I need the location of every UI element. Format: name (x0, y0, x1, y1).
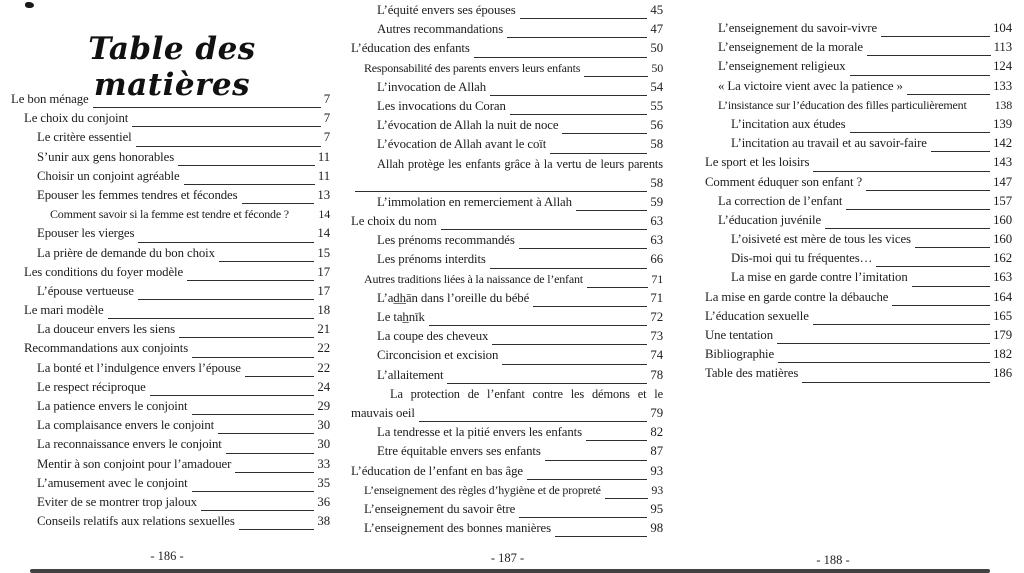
toc-entry (351, 425, 663, 444)
leader-line (778, 361, 990, 363)
toc-entry (351, 41, 663, 60)
leader-line (876, 265, 990, 267)
leader-line (907, 93, 990, 95)
toc-entry-pagenum: 93 (650, 463, 663, 478)
toc-entry (11, 380, 330, 399)
leader-line (850, 131, 991, 133)
toc-entry (11, 188, 330, 207)
toc-entry-pagenum: 186 (993, 366, 1012, 381)
toc-entry-text: La correction de l’enfant (718, 193, 843, 208)
toc-entry-pagenum: 47 (650, 22, 663, 37)
toc-entry-pagenum: 98 (650, 521, 663, 536)
leader-line (866, 189, 990, 191)
toc-entry (11, 92, 330, 111)
toc-entry-pagenum: 165 (993, 308, 1012, 323)
leader-line (931, 150, 990, 152)
toc-entry (11, 246, 330, 265)
toc-entry-text: L’épouse vertueuse (37, 283, 134, 298)
toc-entry-text: L’invocation de Allah (377, 79, 487, 94)
toc-entry-pagenum: 157 (993, 193, 1012, 208)
toc-entry-pagenum: 29 (317, 399, 330, 413)
toc-entry-text: L’enseignement du savoir être (364, 501, 516, 516)
toc-entry (705, 290, 1012, 309)
toc-entry-text: La mise en garde contre la débauche (705, 289, 889, 304)
leader-line (293, 222, 315, 223)
leader-line (108, 317, 315, 319)
toc-entry-pagenum: 63 (650, 233, 663, 248)
toc-entry (11, 514, 330, 533)
toc-entry-pagenum: 17 (317, 283, 330, 298)
toc-entry-text: Une tentation (705, 328, 773, 342)
leader-line (447, 382, 647, 384)
toc-entry-text: La bonté et l’indulgence envers l’épouse (37, 360, 241, 375)
leader-line (132, 125, 320, 127)
leader-line (226, 452, 315, 454)
toc-entry-pagenum: 93 (651, 482, 663, 497)
toc-entry (705, 270, 1012, 289)
toc-entry-pagenum: 143 (993, 155, 1012, 170)
toc-entry-text: L’enseignement du savoir-vivre (718, 21, 878, 35)
toc-entry-pagenum: 17 (317, 264, 330, 279)
toc-entry-pagenum: 78 (650, 367, 663, 382)
toc-entry (351, 310, 663, 329)
toc-entry-text: Comment éduquer son enfant ? (705, 174, 863, 189)
toc-entry-pagenum: 14 (317, 226, 330, 241)
toc-entry-pagenum: 55 (650, 98, 663, 113)
toc-entry (11, 226, 330, 245)
toc-entry (351, 118, 663, 137)
leader-line (892, 304, 990, 306)
leader-line (239, 528, 315, 530)
toc-entry (351, 176, 663, 195)
folio-page-188: - 188 - (816, 553, 850, 567)
scan-artifact-speck (25, 2, 34, 8)
leader-line (519, 516, 647, 518)
leader-line (586, 439, 647, 441)
toc-entry (351, 195, 663, 214)
toc-entry-pagenum: 66 (650, 252, 663, 267)
toc-entry (11, 207, 330, 226)
toc-entry-text: Les prénoms recommandés (377, 233, 515, 248)
toc-entry-text: Le sport et les loisirs (705, 155, 810, 170)
toc-entry-pagenum: 82 (650, 425, 663, 440)
toc-entry-pagenum: 38 (317, 514, 330, 529)
toc-entry (11, 437, 330, 456)
toc-entry-text: L’équité envers ses épouses (377, 3, 516, 17)
toc-entry (705, 59, 1012, 78)
toc-entry-pagenum: 7 (323, 92, 330, 106)
leader-line (178, 164, 315, 166)
toc-entry-pagenum: 7 (323, 130, 330, 145)
leader-line (605, 497, 649, 499)
toc-entry-pagenum: 163 (993, 270, 1012, 285)
leader-line (915, 246, 990, 248)
leader-line (813, 170, 990, 172)
leader-line (519, 247, 648, 249)
toc-entry-text: Bibliographie (705, 347, 775, 362)
toc-entry-text: La patience envers le conjoint (37, 399, 188, 413)
toc-entry-text: La coupe des cheveux (377, 329, 489, 344)
leader-line (545, 459, 648, 461)
toc-entry (705, 328, 1012, 347)
toc-entry-pagenum: 139 (993, 116, 1012, 131)
toc-entry-text: L’incitation aux études (731, 116, 846, 131)
toc-entry-pagenum: 160 (993, 212, 1012, 227)
toc-entry (11, 284, 330, 303)
toc-entry-pagenum: 147 (993, 174, 1012, 189)
toc-entry (351, 157, 663, 176)
toc-entry-pagenum: 162 (993, 251, 1012, 266)
toc-entry (705, 136, 1012, 155)
toc-entry-text: La tendresse et la pitié envers les enfants (377, 425, 582, 440)
toc-entry (351, 61, 663, 80)
toc-entry-text: « La victoire vient avec la patience » (718, 78, 903, 93)
leader-line (201, 509, 314, 511)
toc-entry-pagenum: 22 (317, 360, 330, 375)
toc-entry (11, 457, 330, 476)
leader-line (492, 343, 647, 345)
toc-entry (705, 213, 1012, 232)
leader-line (520, 17, 648, 19)
toc-entry-text: La douceur envers les siens (37, 322, 176, 337)
toc-entry (11, 111, 330, 130)
toc-entry-text: L’enseignement des règles d’hygiène et de propreté (364, 482, 601, 497)
toc-entry-text: mauvais oeil (351, 405, 415, 420)
leader-line (507, 36, 647, 38)
toc-entry-pagenum: 138 (994, 97, 1012, 112)
toc-entry-pagenum: 58 (650, 137, 663, 152)
toc-entry-pagenum: 50 (650, 41, 663, 56)
leader-line (502, 363, 647, 365)
leader-line (138, 241, 314, 243)
toc-entry (351, 137, 663, 156)
toc-entry-pagenum: 133 (993, 78, 1012, 93)
toc-entry-text: S’unir aux gens honorables (37, 149, 175, 164)
leader-line (912, 285, 990, 287)
toc-entry (705, 175, 1012, 194)
toc-entry-pagenum: 73 (650, 329, 663, 344)
leader-line (490, 94, 647, 96)
toc-entry (705, 79, 1012, 98)
toc-entry-pagenum: 30 (317, 437, 330, 452)
toc-entry-pagenum: 58 (650, 175, 663, 190)
toc-entry-text: Autres traditions liées à la naissance de l’enfant (364, 271, 583, 286)
toc-entry-text: Conseils relatifs aux relations sexuelles (37, 514, 235, 529)
leader-line (510, 113, 648, 115)
toc-entry-pagenum: 11 (317, 149, 330, 164)
toc-entry-text: L’enseignement religieux (718, 59, 846, 74)
leader-line (93, 106, 321, 108)
toc-entry-text: Etre équitable envers ses enfants (377, 444, 541, 459)
toc-entry (705, 232, 1012, 251)
leader-line (584, 75, 648, 77)
toc-entry-pagenum: 45 (650, 3, 663, 17)
toc-entry-text: La mise en garde contre l’imitation (731, 270, 908, 285)
scan-edge-bar (30, 569, 990, 573)
toc-entry-pagenum: 124 (993, 59, 1012, 74)
toc-entry (705, 40, 1012, 59)
folio-page-187: - 187 - (490, 551, 525, 565)
leader-line (192, 356, 314, 358)
toc-entry-text: La complaisance envers le conjoint (37, 418, 215, 433)
toc-entry-text: L’éducation de l’enfant en bas âge (351, 463, 524, 478)
leader-line (587, 286, 648, 288)
toc-entry-text: Le tah̲nīk (377, 310, 425, 324)
toc-entry-text: L’incitation au travail et au savoir-faire (731, 136, 927, 151)
toc-entry (351, 291, 663, 310)
toc-entry (351, 3, 663, 22)
leader-line (490, 267, 648, 269)
leader-line (429, 324, 648, 326)
toc-entry-pagenum: 182 (993, 347, 1012, 362)
leader-line (419, 420, 648, 422)
leader-line (850, 74, 991, 76)
toc-entry-pagenum: 30 (317, 418, 330, 433)
toc-entry-text: Allah protège les enfants grâce à la vertu de leurs parents (377, 156, 663, 171)
toc-entry-text: L’ad̲h̲ān dans l’oreille du bébé (377, 290, 530, 305)
toc-entry (11, 361, 330, 380)
toc-entry-pagenum: 56 (650, 118, 663, 133)
toc-entry-pagenum: 18 (317, 303, 330, 318)
leader-line (245, 375, 315, 377)
toc-entry (11, 399, 330, 418)
toc-entry-pagenum: 160 (993, 232, 1012, 247)
toc-entry (351, 329, 663, 348)
leader-line (867, 54, 991, 56)
toc-entry-pagenum: 71 (651, 271, 663, 286)
toc-entry (351, 406, 663, 425)
toc-entry-text: Dis-moi qui tu fréquentes… (731, 251, 873, 266)
toc-column-page-188 (705, 21, 1012, 386)
toc-entry-text: Table des matières (705, 366, 799, 381)
toc-entry (705, 347, 1012, 366)
toc-entry (351, 22, 663, 41)
toc-entry-pagenum: 79 (650, 405, 663, 420)
toc-entry-text: L’enseignement des bonnes manières (364, 521, 551, 536)
leader-line (562, 132, 647, 134)
toc-entry-text: Le critère essentiel (37, 130, 132, 145)
toc-entry-pagenum: 179 (993, 328, 1012, 342)
toc-entry-text: Circoncision et excision (377, 348, 499, 363)
toc-entry-pagenum: 54 (650, 79, 663, 94)
toc-entry-pagenum: 13 (317, 187, 330, 202)
toc-entry (705, 251, 1012, 270)
toc-entry (11, 418, 330, 437)
toc-entry-pagenum: 74 (650, 348, 663, 363)
toc-entry-text: L’évocation de Allah avant le coït (377, 137, 547, 152)
leader-line (441, 228, 648, 230)
toc-entry (705, 366, 1012, 385)
toc-entry-pagenum: 87 (650, 444, 663, 459)
toc-entry-text: L’éducation sexuelle (705, 308, 809, 323)
toc-entry-pagenum: 33 (317, 456, 330, 471)
toc-entry-pagenum: 15 (317, 245, 330, 260)
toc-entry-text: Les prénoms interdits (377, 252, 486, 267)
leader-line (474, 56, 648, 58)
toc-entry-text: Epouser les femmes tendres et fécondes (37, 187, 238, 202)
toc-entry (351, 99, 663, 118)
toc-entry-pagenum: 59 (650, 194, 663, 209)
leader-line (533, 305, 647, 307)
leader-line (576, 209, 647, 211)
toc-entry (11, 130, 330, 149)
toc-entry-pagenum: 24 (317, 379, 330, 394)
toc-entry (11, 495, 330, 514)
toc-entry (705, 117, 1012, 136)
toc-entry-pagenum: 35 (317, 475, 330, 490)
leader-line (136, 145, 321, 147)
toc-column-page-186 (11, 92, 330, 533)
toc-entry (11, 341, 330, 360)
leader-line (235, 471, 314, 473)
toc-entry-pagenum: 50 (651, 60, 663, 75)
toc-entry (351, 252, 663, 271)
toc-entry-pagenum: 36 (317, 494, 330, 509)
toc-entry-text: Recommandations aux conjoints (24, 341, 189, 356)
leader-line (138, 298, 315, 300)
toc-entry-text: Comment savoir si la femme est tendre et féconde ? (50, 207, 289, 222)
toc-entry (705, 21, 1012, 40)
toc-entry-text: L’éducation juvénile (718, 212, 822, 227)
leader-line (802, 381, 990, 383)
toc-entry (351, 233, 663, 252)
leader-line (218, 432, 314, 434)
toc-entry (705, 155, 1012, 174)
toc-entry (351, 464, 663, 483)
toc-entry-text: Responsabilité des parents envers leurs enfants (364, 60, 581, 75)
leader-line (192, 490, 315, 492)
leader-line (150, 394, 315, 396)
leader-line (219, 260, 314, 262)
toc-entry (11, 150, 330, 169)
toc-entry-pagenum: 7 (323, 111, 330, 126)
toc-entry-text: Le choix du nom (351, 214, 437, 229)
toc-entry-text: L’allaitement (377, 367, 444, 382)
leader-line (825, 227, 990, 229)
toc-entry (351, 368, 663, 387)
toc-entry-text: Choisir un conjoint agréable (37, 168, 180, 183)
leader-line (184, 183, 315, 185)
toc-entry (351, 387, 663, 406)
leader-line (813, 323, 990, 325)
toc-entry (11, 265, 330, 284)
leader-line (550, 152, 647, 154)
toc-entry (11, 303, 330, 322)
toc-entry-pagenum: 95 (650, 501, 663, 516)
toc-entry-pagenum: 63 (650, 214, 663, 229)
toc-column-page-187 (351, 3, 663, 540)
toc-entry-text: L’immolation en remerciement à Allah (377, 194, 572, 209)
toc-entry (705, 309, 1012, 328)
toc-entry-text: L’insistance sur l’éducation des filles particulièrement (718, 97, 967, 112)
toc-entry-pagenum: 142 (993, 136, 1012, 151)
toc-entry-text: L’enseignement de la morale (718, 40, 864, 55)
toc-entry (351, 521, 663, 540)
toc-entry-pagenum: 104 (993, 21, 1012, 35)
leader-line (179, 336, 314, 338)
toc-entry-pagenum: 22 (317, 341, 330, 356)
toc-entry-text: Autres recommandations (377, 22, 504, 37)
folio-page-186: - 186 - (150, 549, 184, 563)
leader-line (971, 113, 992, 114)
toc-entry-pagenum: 14 (318, 207, 330, 222)
toc-entry (11, 476, 330, 495)
toc-entry-text: L’oisiveté est mère de tous les vices (731, 232, 911, 247)
toc-entry-text: Mentir à son conjoint pour l’amadouer (37, 456, 232, 471)
leader-line (187, 279, 314, 281)
toc-entry-text: L’amusement avec le conjoint (37, 475, 188, 490)
toc-entry-pagenum: 11 (317, 168, 330, 183)
leader-line (555, 535, 647, 537)
toc-entry (351, 483, 663, 502)
toc-entry-text: Le bon ménage (11, 92, 89, 106)
toc-entry-pagenum: 72 (650, 310, 663, 324)
toc-entry-text: Eviter de se montrer trop jaloux (37, 494, 197, 509)
toc-entry (11, 322, 330, 341)
leader-line (242, 202, 315, 204)
leader-line (777, 342, 990, 344)
toc-entry-text: La protection de l’enfant contre les démons et le (390, 386, 663, 401)
toc-entry (351, 272, 663, 291)
toc-entry-text: L’évocation de Allah la nuit de noce (377, 118, 559, 133)
toc-entry (705, 98, 1012, 117)
toc-entry-text: La prière de demande du bon choix (37, 245, 215, 260)
toc-entry (351, 348, 663, 367)
toc-entry-pagenum: 21 (317, 322, 330, 337)
toc-entry (705, 194, 1012, 213)
toc-entry-text: Le choix du conjoint (24, 111, 129, 126)
leader-line (881, 35, 990, 37)
toc-entry (11, 169, 330, 188)
toc-entry-pagenum: 71 (650, 290, 663, 305)
toc-entry-pagenum: 164 (993, 289, 1012, 304)
toc-entry-text: Le respect réciproque (37, 379, 146, 394)
toc-entry (351, 80, 663, 99)
toc-entry-pagenum: 113 (993, 40, 1012, 55)
leader-line (355, 190, 647, 192)
toc-entry-text: L’éducation des enfants (351, 41, 470, 56)
toc-entry-text: La reconnaissance envers le conjoint (37, 437, 222, 452)
toc-entry (351, 502, 663, 521)
toc-entry-text: Les invocations du Coran (377, 98, 506, 113)
toc-entry (351, 444, 663, 463)
toc-entry-text: Les conditions du foyer modèle (24, 264, 184, 279)
page-title: Table des matières (88, 30, 256, 103)
toc-entry (351, 214, 663, 233)
toc-entry-text: Le mari modèle (24, 303, 104, 318)
leader-line (192, 413, 315, 415)
leader-line (527, 478, 647, 480)
leader-line (846, 208, 990, 210)
toc-entry-text: Epouser les vierges (37, 226, 135, 241)
